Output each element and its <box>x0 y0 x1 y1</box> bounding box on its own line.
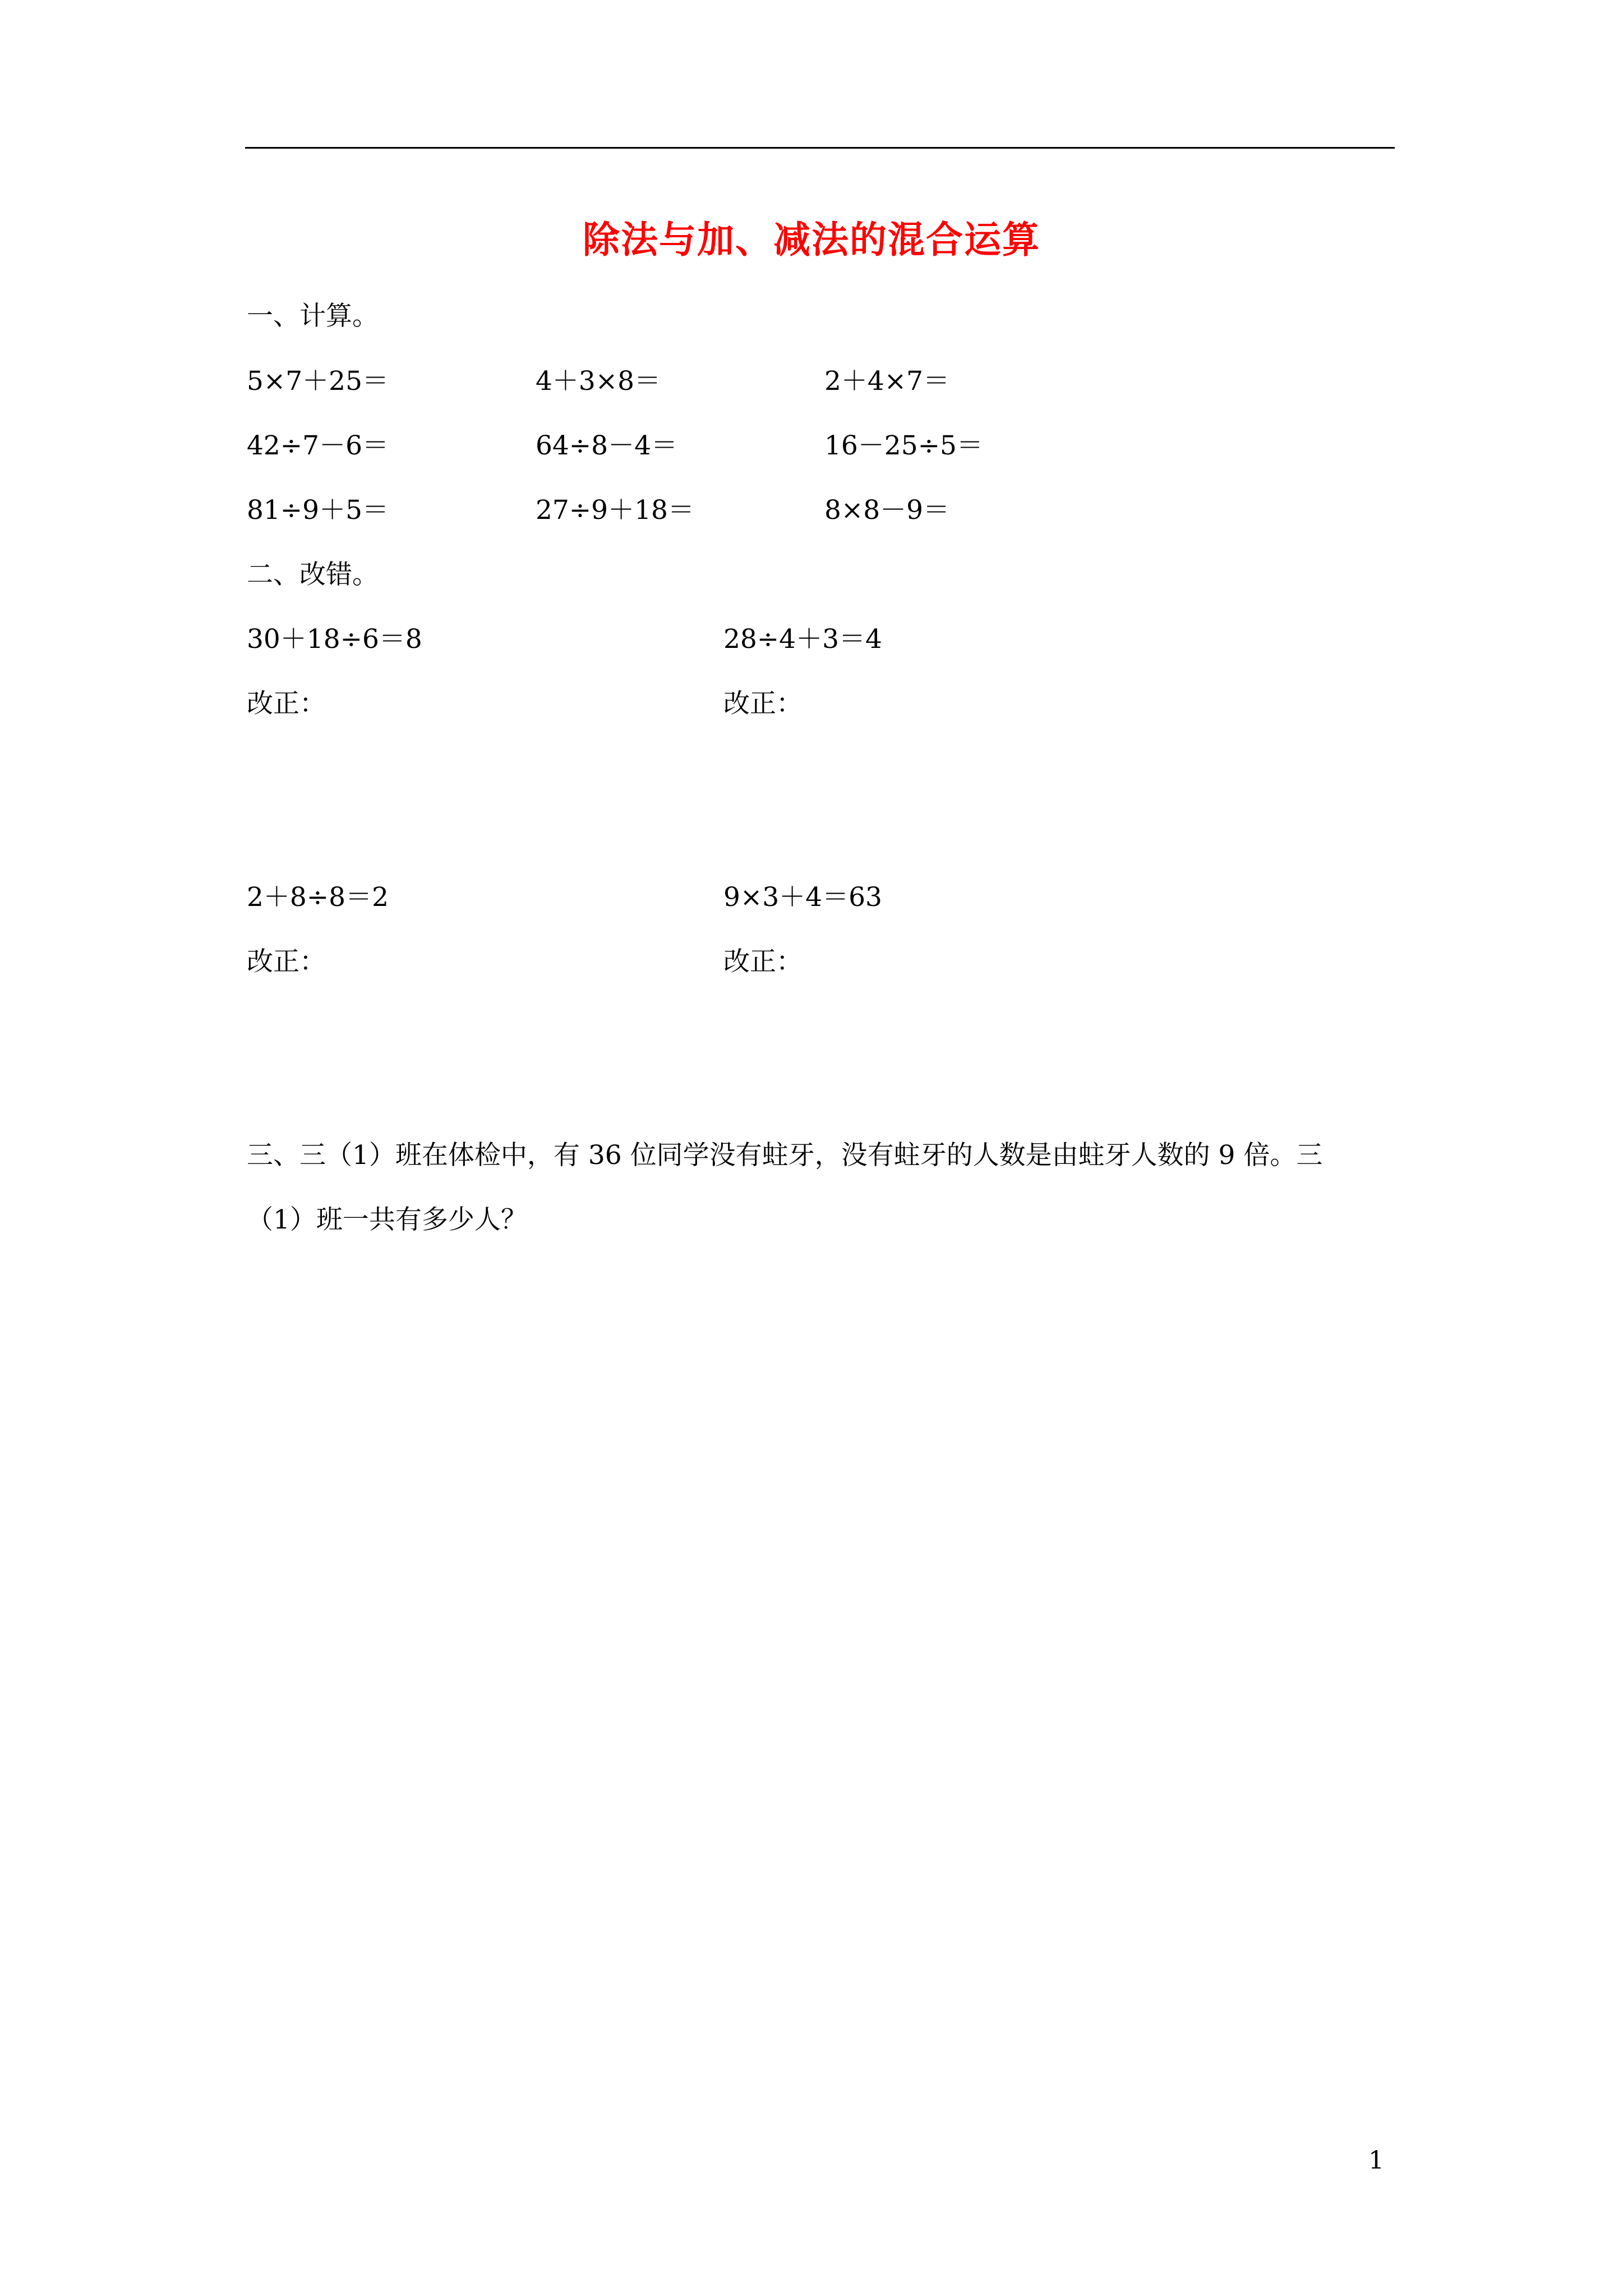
section1-heading: 一、计算。 <box>247 301 379 332</box>
word-problem-line2: （1）班一共有多少人？ <box>247 1204 527 1235</box>
calc-3-2: 27÷9＋18＝ <box>536 495 694 526</box>
calc-3-1: 81÷9＋5＝ <box>247 495 389 526</box>
error-item-3: 2＋8÷8＝2 <box>247 882 389 913</box>
error-item-4: 9×3＋4＝63 <box>723 882 882 913</box>
word-problem-line1: 三、三（1）班在体检中，有 36 位同学没有蛀牙，没有蛀牙的人数是由蛀牙人数的 9 倍。三 <box>247 1140 1323 1171</box>
calc-2-1: 42÷7－6＝ <box>247 430 389 461</box>
calc-1-1: 5×7＋25＝ <box>247 366 389 397</box>
calc-1-3: 2＋4×7＝ <box>824 366 950 397</box>
correction-label-3: 改正： <box>247 946 326 977</box>
page-title: 除法与加、减法的混合运算 <box>583 218 1040 261</box>
calc-3-3: 8×8－9＝ <box>824 495 950 526</box>
correction-label-1: 改正： <box>247 688 326 719</box>
calc-2-3: 16－25÷5＝ <box>824 430 983 461</box>
calc-1-2: 4＋3×8＝ <box>536 366 661 397</box>
correction-label-4: 改正： <box>723 946 803 977</box>
correction-label-2: 改正： <box>723 688 803 719</box>
section2-heading: 二、改错。 <box>247 559 379 590</box>
page-number: 1 <box>1368 2146 1384 2175</box>
error-item-1: 30＋18÷6＝8 <box>247 624 422 655</box>
calc-2-2: 64÷8－4＝ <box>536 430 677 461</box>
header-rule <box>245 147 1395 149</box>
error-item-2: 28÷4＋3＝4 <box>723 624 882 655</box>
